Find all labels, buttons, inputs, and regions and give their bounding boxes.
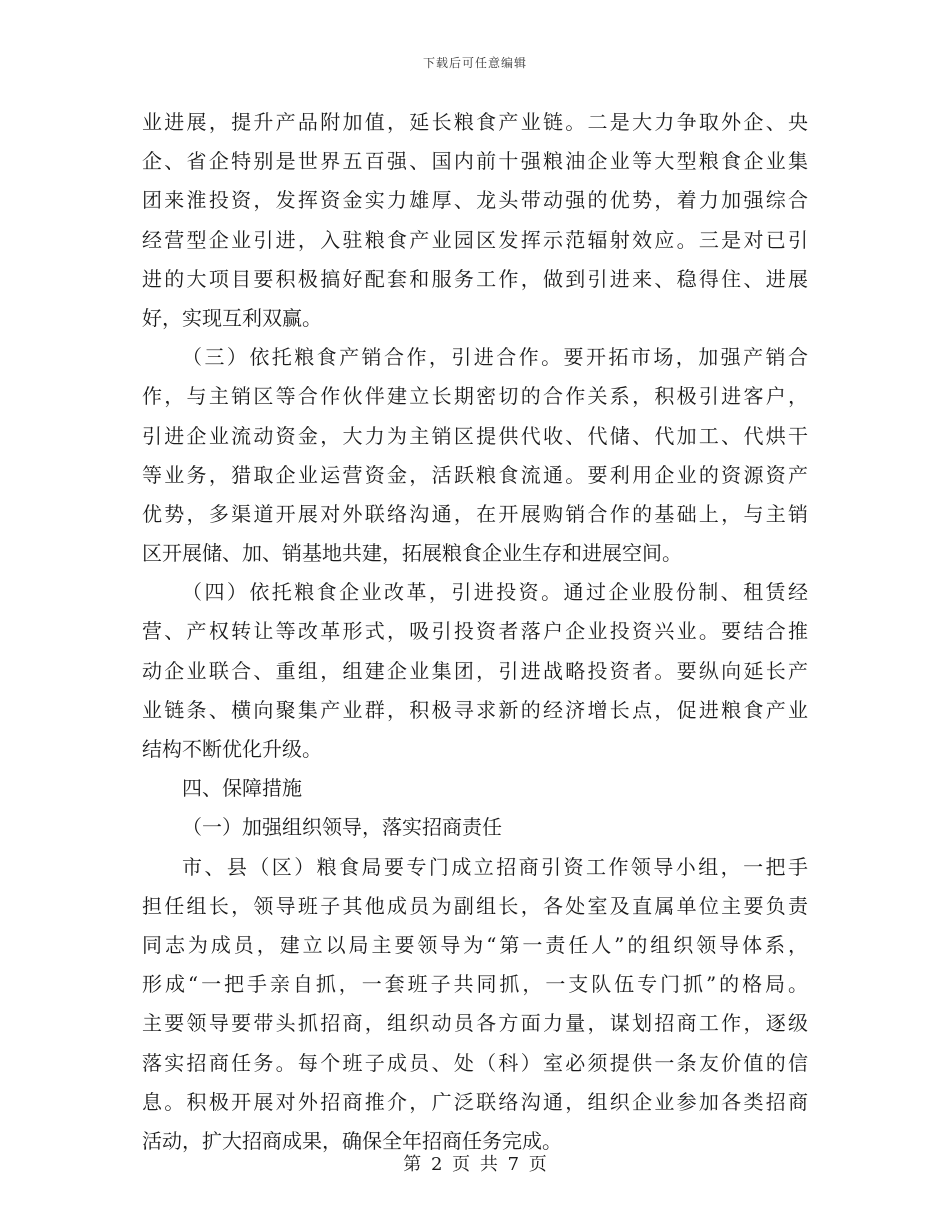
text-line: 作，与主销区等合作伙伴建立长期密切的合作关系，积极引进客户， [142,384,808,409]
text-line: 区开展储、加、销基地共建，拓展粮食企业生存和进展空间。 [142,541,682,566]
text-line: 经营型企业引进，入驻粮食产业园区发挥示范辐射效应。三是对已引 [142,227,808,252]
text-line: 主要领导要带头抓招商，组织动员各方面力量，谋划招商工作，逐级 [142,1011,808,1036]
text-line: 等业务，猎取企业运营资金，活跃粮食流通。要利用企业的资源资产 [142,462,808,487]
text-line: 业链条、横向聚集产业群，积极寻求新的经济增长点，促进粮食产业 [142,697,808,722]
text-line: 业进展，提升产品附加值，延长粮食产业链。二是大力争取外企、央 [142,110,808,134]
text-line: 营、产权转让等改革形式，吸引投资者落户企业投资兴业。要结合推 [142,619,808,644]
text-line: 结构不断优化升级。 [142,737,322,761]
text-line: 市、县（区）粮食局要专门成立招商引资工作领导小组，一把手 [182,854,808,879]
text-line: （三）依托粮食产销合作，引进合作。要开拓市场，加强产销合 [182,345,808,370]
text-line: 团来淮投资，发挥资金实力雄厚、龙头带动强的优势，着力加强综合 [142,188,808,213]
page-header: 下载后可任意编辑 [422,56,527,70]
document-body [142,103,808,1161]
text-line: 动企业联合、重组，组建企业集团，引进战略投资者。要纵向延长产 [142,658,808,683]
text-line: 四、保障措施 [182,776,302,801]
text-line: 担任组长，领导班子其他成员为副组长，各处室及直属单位主要负责 [142,893,808,918]
text-line: 引进企业流动资金，大力为主销区提供代收、代储、代加工、代烘干 [142,423,808,448]
text-line: 企、省企特别是世界五百强、国内前十强粮油企业等大型粮食企业集 [142,149,808,174]
text-line: 活动，扩大招商成果，确保全年招商任务完成。 [142,1128,562,1153]
text-line: （一）加强组织领导，落实招商责任 [182,815,502,840]
text-line: （四）依托粮食企业改革，引进投资。通过企业股份制、租赁经 [182,580,808,605]
text-line: 优势，多渠道开展对外联络沟通，在开展购销合作的基础上，与主销 [142,501,808,526]
text-line: 进的大项目要积极搞好配套和服务工作，做到引进来、稳得住、进展 [142,266,808,291]
text-line: 落实招商任务。每个班子成员、处（科）室必须提供一条友价值的信 [142,1050,808,1075]
page-number: 第 2 页 共 7 页 [403,1154,547,1175]
text-line: 形成“一把手亲自抓，一套班子共同抓，一支队伍专门抓”的格局。 [142,972,808,997]
text-line: 息。积极开展对外招商推介，广泛联络沟通，组织企业参加各类招商 [142,1089,808,1114]
text-line: 同志为成员，建立以局主要领导为“第一责任人”的组织领导体系， [142,932,808,957]
text-line: 好，实现互利双赢。 [142,305,322,330]
